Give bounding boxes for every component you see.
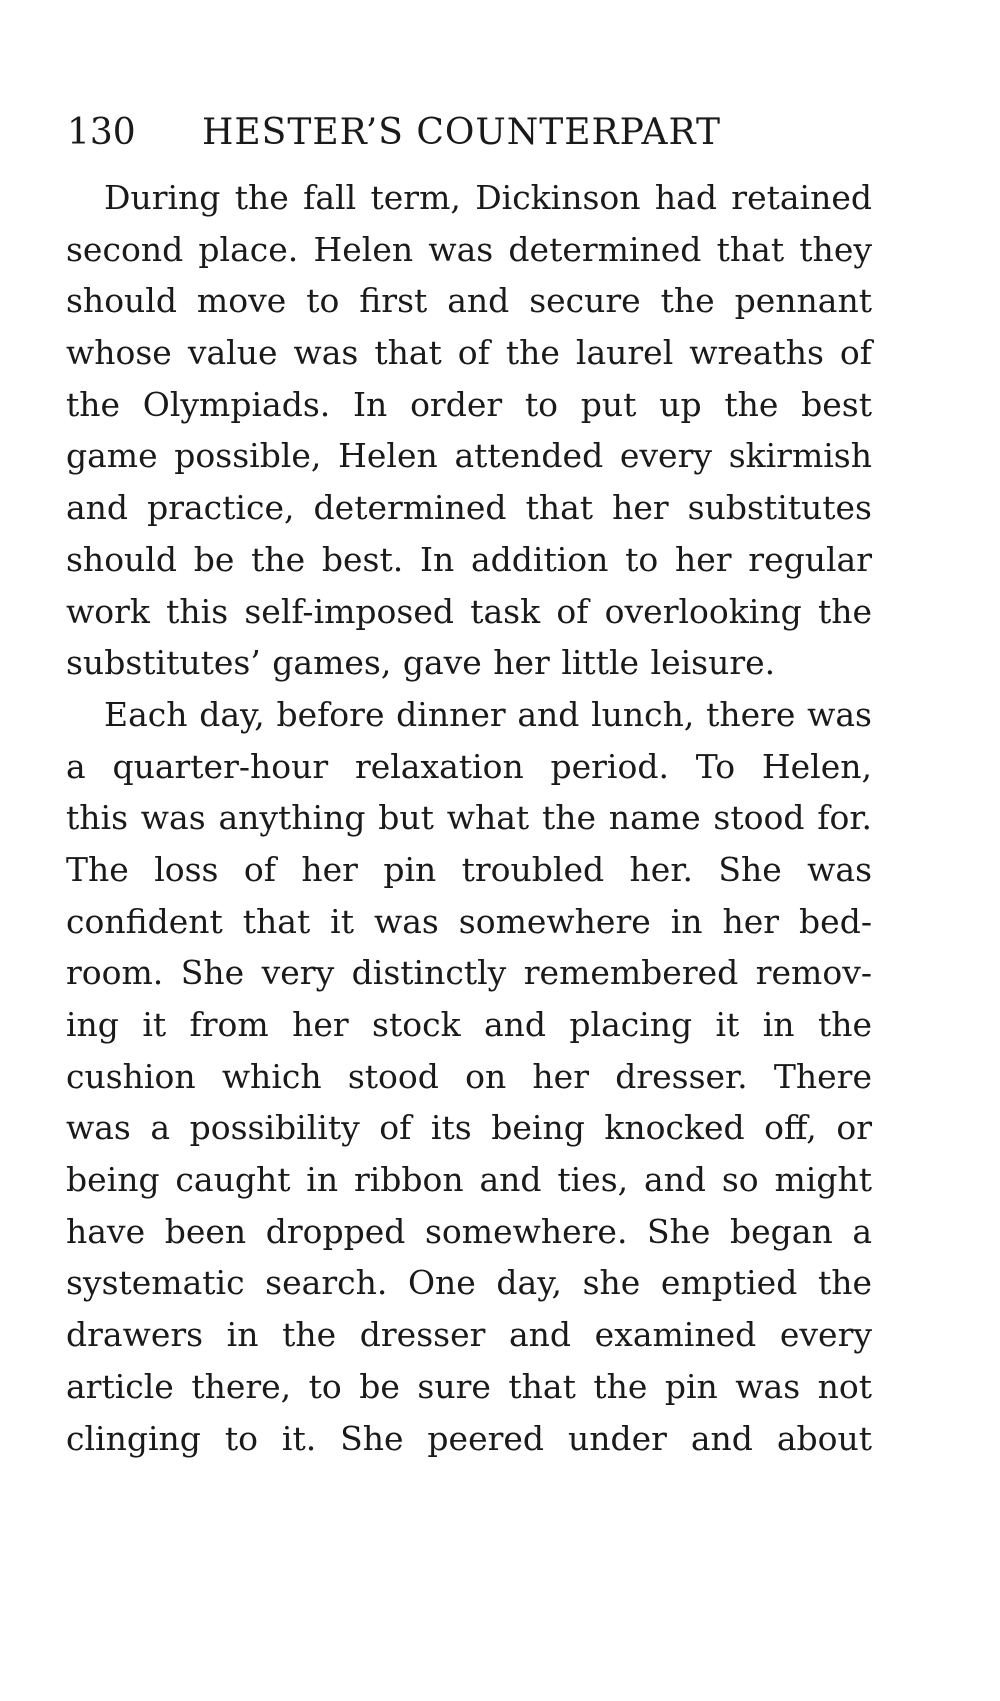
body-text	[66, 172, 872, 1464]
text-line: second place. Helen was determined that they	[66, 229, 872, 269]
text-line: cushion which stood on her dresser. There	[66, 1056, 872, 1096]
text-line: room. She very distinctly remembered remov-	[66, 953, 872, 993]
page-number: 130	[67, 112, 136, 153]
text-line: During the fall term, Dickinson had retained	[104, 178, 872, 217]
text-line: was a possibility of its being knocked off, or	[66, 1108, 872, 1148]
text-line: game possible, Helen attended every skirmish	[66, 436, 872, 476]
text-line: and practice, determined that her substitutes	[66, 488, 872, 528]
text-line: the Olympiads. In order to put up the best	[66, 384, 872, 424]
text-line: should be the best. In addition to her regular	[66, 539, 872, 579]
running-head	[67, 108, 867, 158]
text-line: article there, to be sure that the pin was not	[66, 1366, 872, 1406]
text-line: should move to first and secure the pennant	[66, 281, 872, 321]
text-line: confident that it was somewhere in her bed-	[66, 901, 872, 941]
text-line: have been dropped somewhere. She began a	[66, 1211, 872, 1251]
text-line: systematic search. One day, she emptied the	[66, 1263, 872, 1303]
text-line: The loss of her pin troubled her. She was	[66, 849, 872, 889]
text-line: substitutes’ games, gave her little leisure.	[66, 643, 776, 683]
text-line: ing it from her stock and placing it in the	[66, 1005, 872, 1044]
text-line: a quarter-hour relaxation period. To Helen,	[66, 746, 872, 786]
text-line: this was anything but what the name stood for.	[66, 798, 872, 838]
text-line: clinging to it. She peered under and about	[66, 1418, 872, 1458]
text-line: drawers in the dresser and examined every	[66, 1315, 872, 1355]
text-line: whose value was that of the laurel wreaths of	[66, 333, 872, 373]
text-line: work this self-imposed task of overlooking the	[66, 591, 872, 631]
text-line: Each day, before dinner and lunch, there was	[104, 694, 872, 734]
text-line: being caught in ribbon and ties, and so might	[66, 1160, 872, 1200]
running-title: HESTER’S COUNTERPART	[202, 112, 722, 153]
